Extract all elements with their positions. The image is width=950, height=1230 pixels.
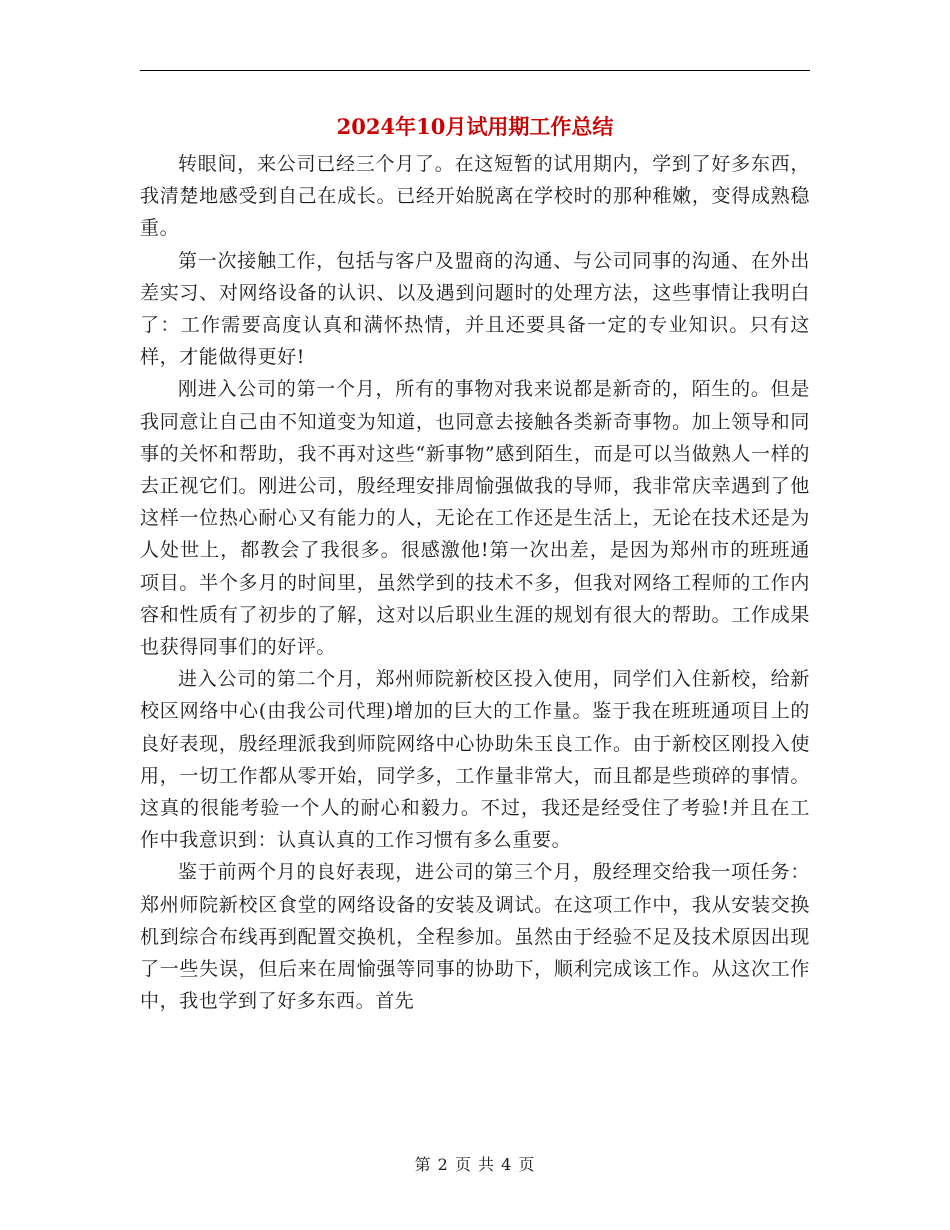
paragraph-3: 刚进入公司的第一个月，所有的事物对我来说都是新奇的，陌生的。但是我同意让自己由不知道变为知道，也同意去接触各类新奇事物。加上领导和同事的关怀和帮助，我不再对这些“新事物”感到陌生，而是可以当做熟人一样的去正视它们。刚进公司，殷经理安排周愉强做我的导师，我非常庆幸遇到了他这样一位热心耐心又有能力的人，无论在工作还是生活上，无论在技术还是为人处世上，都教会了我很多。很感激他!第一次出差，是因为郑州市的班班通项目。半个多月的时间里，虽然学到的技术不多，但我对网络工程师的工作内容和性质有了初步的了解，这对以后职业生涯的规划有很大的帮助。工作成果也获得同事们的好评。 [140, 378, 810, 659]
paragraph-5: 鉴于前两个月的良好表现，进公司的第三个月，殷经理交给我一项任务：郑州师院新校区食堂的网络设备的安装及调试。在这项工作中，我从安装交换机到综合布线再到配置交换机，全程参加。虽然由于经验不足及技术原因出现了一些失误，但后来在周愉强等同事的协助下，顺利完成该工作。从这次工作中，我也学到了好多东西。首先 [140, 861, 810, 1013]
paragraph-4: 进入公司的第二个月，郑州师院新校区投入使用，同学们入住新校，给新校区网络中心(由我公司代理)增加的巨大的工作量。鉴于我在班班通项目上的良好表现，殷经理派我到师院网络中心协助朱玉良工作。由于新校区刚投入使用，一切工作都从零开始，同学多，工作量非常大，而且都是些琐碎的事情。这真的很能考验一个人的耐心和毅力。不过，我还是经受住了考验!并且在工作中我意识到：认真认真的工作习惯有多么重要。 [140, 668, 810, 852]
paragraph-1: 转眼间，来公司已经三个月了。在这短暂的试用期内，学到了好多东西，我清楚地感受到自己在成长。已经开始脱离在学校时的那种稚嫩，变得成熟稳重。 [140, 153, 810, 240]
header-rule [140, 70, 810, 71]
document-body [140, 148, 810, 1017]
page-number-footer: 第 2 页 共 4 页 [414, 1155, 536, 1174]
document-title: 2024年10月试用期工作总结 [336, 114, 614, 139]
paragraph-2: 第一次接触工作，包括与客户及盟商的沟通、与公司同事的沟通、在外出差实习、对网络设备的认识、以及遇到问题时的处理方法，这些事情让我明白了：工作需要高度认真和满怀热情，并且还要具备一定的专业知识。只有这样，才能做得更好! [140, 249, 810, 369]
